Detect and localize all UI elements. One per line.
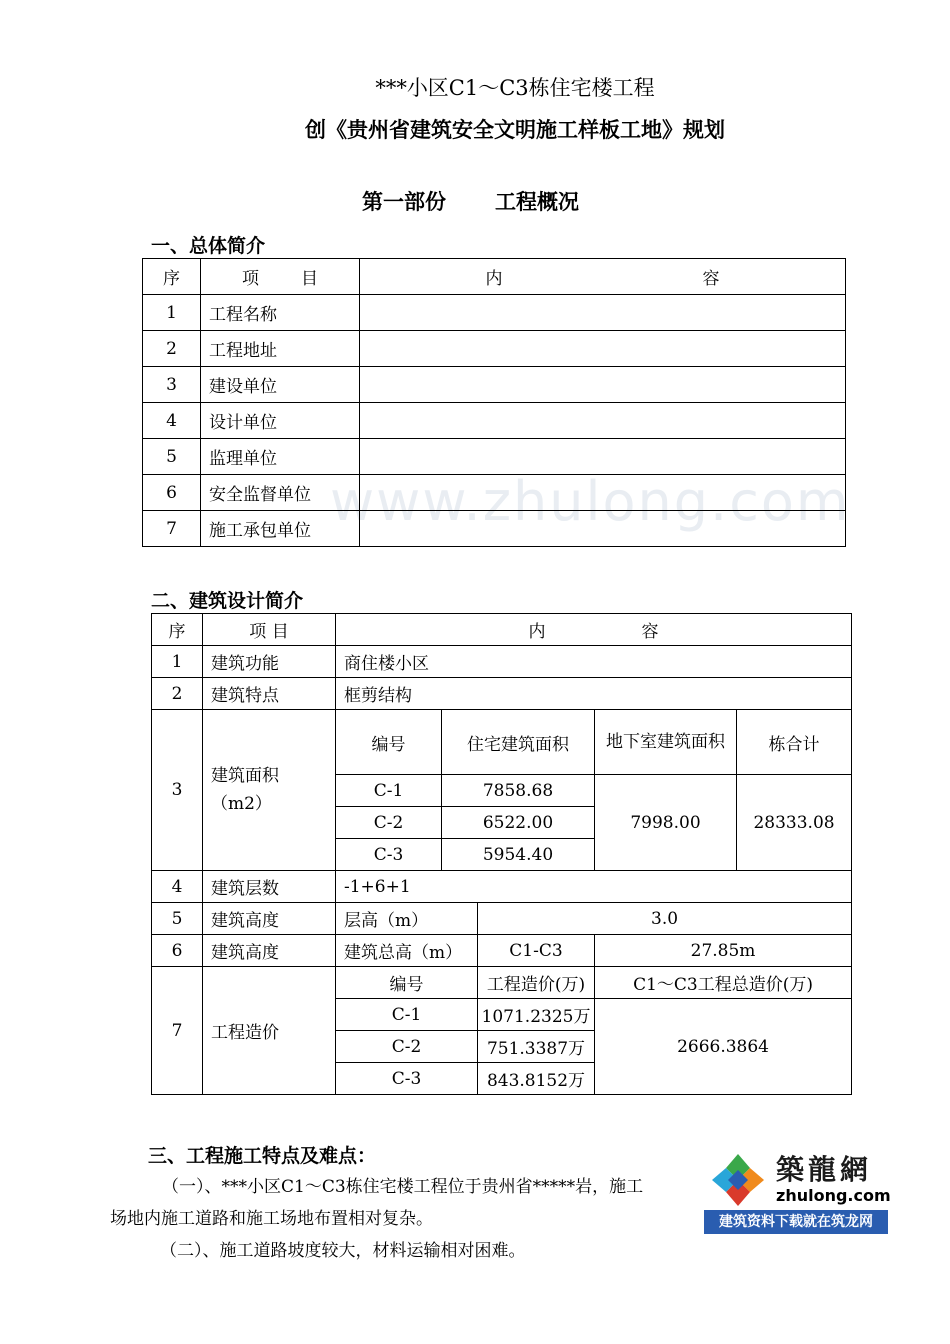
paragraph-1-line-2: 场地内施工道路和施工场地布置相对复杂。 — [110, 1209, 433, 1229]
logo-slogan: 建筑资料下载就在筑龙网 — [704, 1210, 888, 1234]
paragraph-1-line-1: （一）、***小区C1～C3栋住宅楼工程位于贵州省*****岩，施工 — [162, 1177, 644, 1197]
design-table — [151, 613, 852, 1095]
document-title: ***小区C1～C3栋住宅楼工程 — [375, 76, 655, 100]
table-row: 7 工程造价 编号 工程造价(万) C1～C3工程总造价(万) — [152, 967, 852, 999]
table-row: 3 建筑面积 （m2） 编号 住宅建筑面积 地下室建筑面积 栋合计 — [152, 710, 852, 775]
section3-heading: 三、工程施工特点及难点： — [148, 1145, 377, 1167]
table-row: 6 安全监督单位 — [143, 475, 846, 511]
table-row: C-2 751.3387万 — [152, 1031, 852, 1063]
table-header-row — [143, 259, 846, 295]
watermark: www.zhulong.com — [330, 470, 851, 533]
section1-heading: 一、总体简介 — [151, 235, 266, 257]
table-row: C-2 6522.00 — [152, 807, 852, 839]
table-row: C-3 5954.40 — [152, 839, 852, 871]
table-row: 1 建筑功能 商住楼小区 — [152, 646, 852, 678]
part-name: 工程概况 — [495, 190, 579, 214]
part-label: 第一部份 — [362, 190, 446, 214]
table-row: 5 建筑高度 层高（m） 3.0 — [152, 903, 852, 935]
section2-heading: 二、建筑设计简介 — [151, 590, 304, 612]
document-subtitle: 创《贵州省建筑安全文明施工样板工地》规划 — [305, 118, 725, 142]
zhulong-logo — [704, 1144, 891, 1234]
overview-table — [142, 258, 846, 547]
paragraph-2: （二）、施工道路坡度较大，材料运输相对困难。 — [160, 1241, 526, 1261]
logo-mark-icon — [710, 1152, 766, 1208]
table-row: 3 建设单位 — [143, 367, 846, 403]
table-row: 6 建筑高度 建筑总高（m） C1-C3 27.85m — [152, 935, 852, 967]
header-seq: 序 — [143, 259, 201, 295]
table-row: C-1 7858.68 7998.00 28333.08 — [152, 775, 852, 807]
table-row: 2 建筑特点 框剪结构 — [152, 678, 852, 710]
table-row: 7 施工承包单位 — [143, 511, 846, 547]
table-row: 4 建筑层数 -1+6+1 — [152, 871, 852, 903]
table-header-row: 序 项 目 内 容 — [152, 614, 852, 646]
table-row: C-3 843.8152万 — [152, 1063, 852, 1095]
logo-cn-text: 築龍網 — [776, 1153, 873, 1186]
table-row: 1 工程名称 — [143, 295, 846, 331]
table-row: 2 工程地址 — [143, 331, 846, 367]
table-row: 5 监理单位 — [143, 439, 846, 475]
table-row: 4 设计单位 — [143, 403, 846, 439]
header-content: 内 容 — [360, 259, 846, 295]
logo-en-text: zhulong.com — [776, 1186, 891, 1205]
area-label: 建筑面积 （m2） — [203, 710, 336, 871]
header-item: 项 目 — [201, 259, 360, 295]
table-row: C-1 1071.2325万 2666.3864 — [152, 999, 852, 1031]
